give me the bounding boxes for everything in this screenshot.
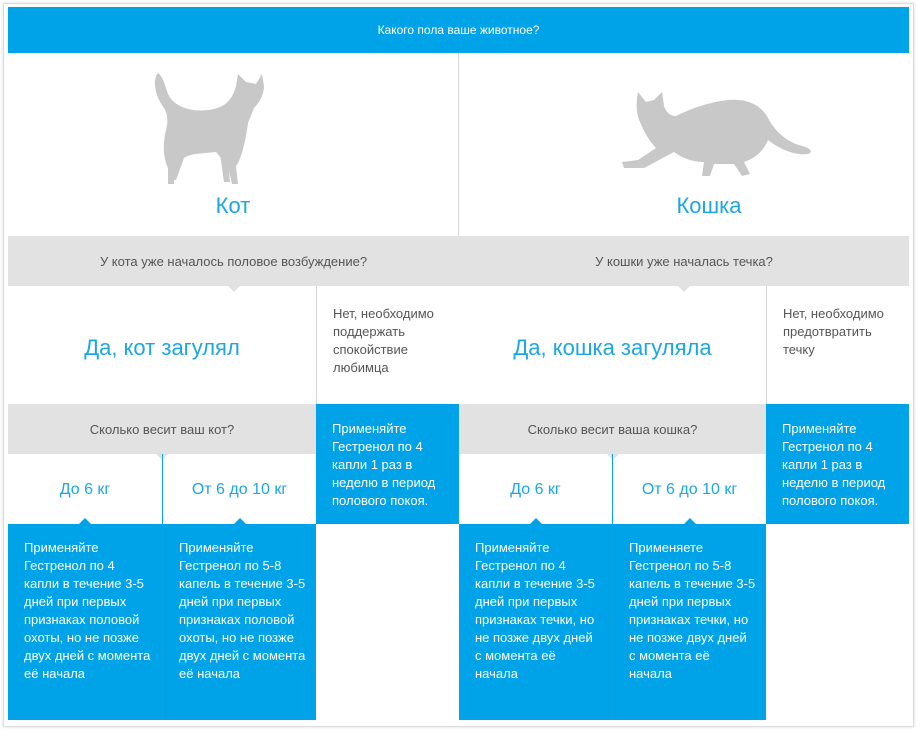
female-weight-large[interactable]: От 6 до 10 кг: [641, 481, 738, 498]
female-weight-question-text: Сколько весит ваша кошка?: [527, 421, 698, 437]
male-no-answer[interactable]: Нет, необходимо поддержать спокойствие любимца: [333, 306, 434, 375]
female-no-advice: Применяйте Гестренол по 4 капли 1 раз в неделю в период полового покоя.: [766, 404, 909, 524]
male-weight-small[interactable]: До 6 кг: [59, 481, 111, 498]
female-advice-large: [613, 524, 766, 720]
female-weight-question-bar: [459, 404, 766, 454]
male-advice-small-text: Применяйте Гестренол по 4 капли в течение 3-5 дней при первых признаках половой охоты, но не позже двух дней с момента её начала: [24, 540, 151, 681]
standing-cat-silhouette-icon: [150, 68, 275, 188]
male-question-bar: [8, 236, 459, 286]
male-label: Кот: [215, 193, 251, 218]
male-advice-small: [8, 524, 162, 720]
male-advice-large-text: Применяйте Гестренол по 5-8 капель в течение 3-5 дней при первых признаках половой охоты, но не позже двух дней с момента её начала: [179, 540, 306, 681]
female-advice-small-text: Применяйте Гестренол по 4 капли в течение 3-5 дней при первых признаках течки, но не позже двух дней с момента её начала: [475, 540, 595, 681]
male-yes-answer[interactable]: Да, кот загулял: [84, 335, 240, 360]
male-weight-question-text: Сколько весит ваш кот?: [89, 421, 235, 437]
female-no-answer[interactable]: Нет, необходимо предотвратить течку: [783, 306, 884, 357]
female-label-text: Кошка: [676, 193, 742, 218]
male-no-advice: Применяйте Гестренол по 4 капли 1 раз в неделю в период полового покоя.: [316, 404, 459, 524]
sex-question-header: Какого пола ваше животное?: [8, 7, 909, 53]
male-question-text: У кота уже началось половое возбуждение?: [99, 253, 368, 269]
female-question-bar: [459, 236, 909, 286]
female-yes-answer[interactable]: Да, кошка загуляла: [513, 335, 712, 360]
male-advice-large: [163, 524, 316, 720]
male-weight-large[interactable]: От 6 до 10 кг: [191, 481, 288, 498]
female-advice-small: [459, 524, 612, 720]
female-advice-large-text: Применяете Гестренол по 5-8 капель в течение 3-5 дней при первых признаках течки, но не позже двух дней с момента её начала: [629, 540, 756, 681]
crouching-cat-silhouette-icon: [618, 88, 816, 180]
female-weight-small[interactable]: До 6 кг: [510, 481, 561, 498]
male-weight-question-bar: [8, 404, 316, 454]
female-question-text: У кошки уже началась течка?: [595, 253, 773, 269]
